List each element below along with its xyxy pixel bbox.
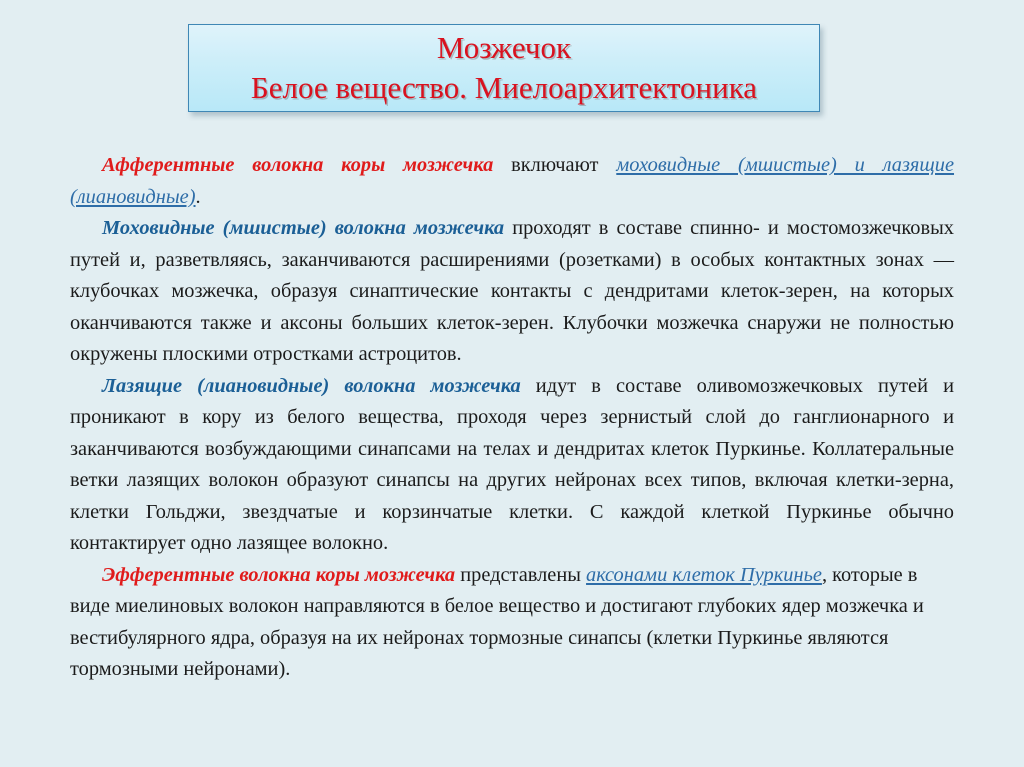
text-run-link-blue[interactable]: моховидные (мшистые) и лазящие (лиановидные) [70,154,955,208]
text-run-em-blue: Моховидные (мшистые) волокна мозжечка [102,217,505,239]
text-run-plain: включают [493,154,617,176]
text-run-plain: , которые в виде миелиновых волокон направляются в белое вещество и достигают глубоких ядер мозжечка и вестибулярного ядра, образуя на их нейронах тормозные синапсы (клетки Пуркинье являются тормозными нейронами). [70,563,924,680]
paragraph-afferent-intro [70,150,954,213]
text-run-plain: проходят в составе спинно- и мостомозжечковых путей и, разветвляясь, заканчиваются расширениями (розетками) в особых контактных зонах — клубочках мозжечка, образуя синаптические контакты с дендритами клеток-зерен, на которых оканчиваются также и аксоны больших клеток-зерен. Клубочки мозжечка снаружи не полностью окружены плоскими отростками астроцитов. [70,217,954,365]
paragraph-climbing-fibers [70,371,954,560]
paragraph-mossy-fibers [70,213,954,371]
paragraph-efferent-fibers [70,560,954,686]
text-run-plain: . [195,185,201,208]
slide-body-text [70,150,954,686]
slide-title-line-1: Мозжечок [436,29,572,65]
text-run-em-red: Эфферентные волокна коры мозжечка [102,563,456,586]
text-run-plain: представлены [455,563,587,586]
text-run-em-red: Афферентные волокна коры мозжечка [102,154,494,176]
text-run-link-blue[interactable]: аксонами клеток Пуркинье [586,563,822,586]
text-run-em-blue: Лазящие (лиановидные) волокна мозжечка [102,374,521,397]
slide-title-box [188,24,820,112]
text-run-plain: идут в составе оливомозжечковых путей и проникают в кору из белого вещества, проходя через зернистый слой до ганглионарного и заканчиваются возбуждающими синапсами на телах и дендритах клеток Пуркинье. Коллатеральные ветки лазящих волокон образуют синапсы на других нейронах всех типов, включая клетки-зерна, клетки Гольджи, звездчатые и корзинчатые клетки. С каждой клеткой Пуркинье обычно контактирует одно лазящее волокно. [70,374,954,554]
slide-title-line-2: Белое вещество. Миелоархитектоника [250,70,758,105]
